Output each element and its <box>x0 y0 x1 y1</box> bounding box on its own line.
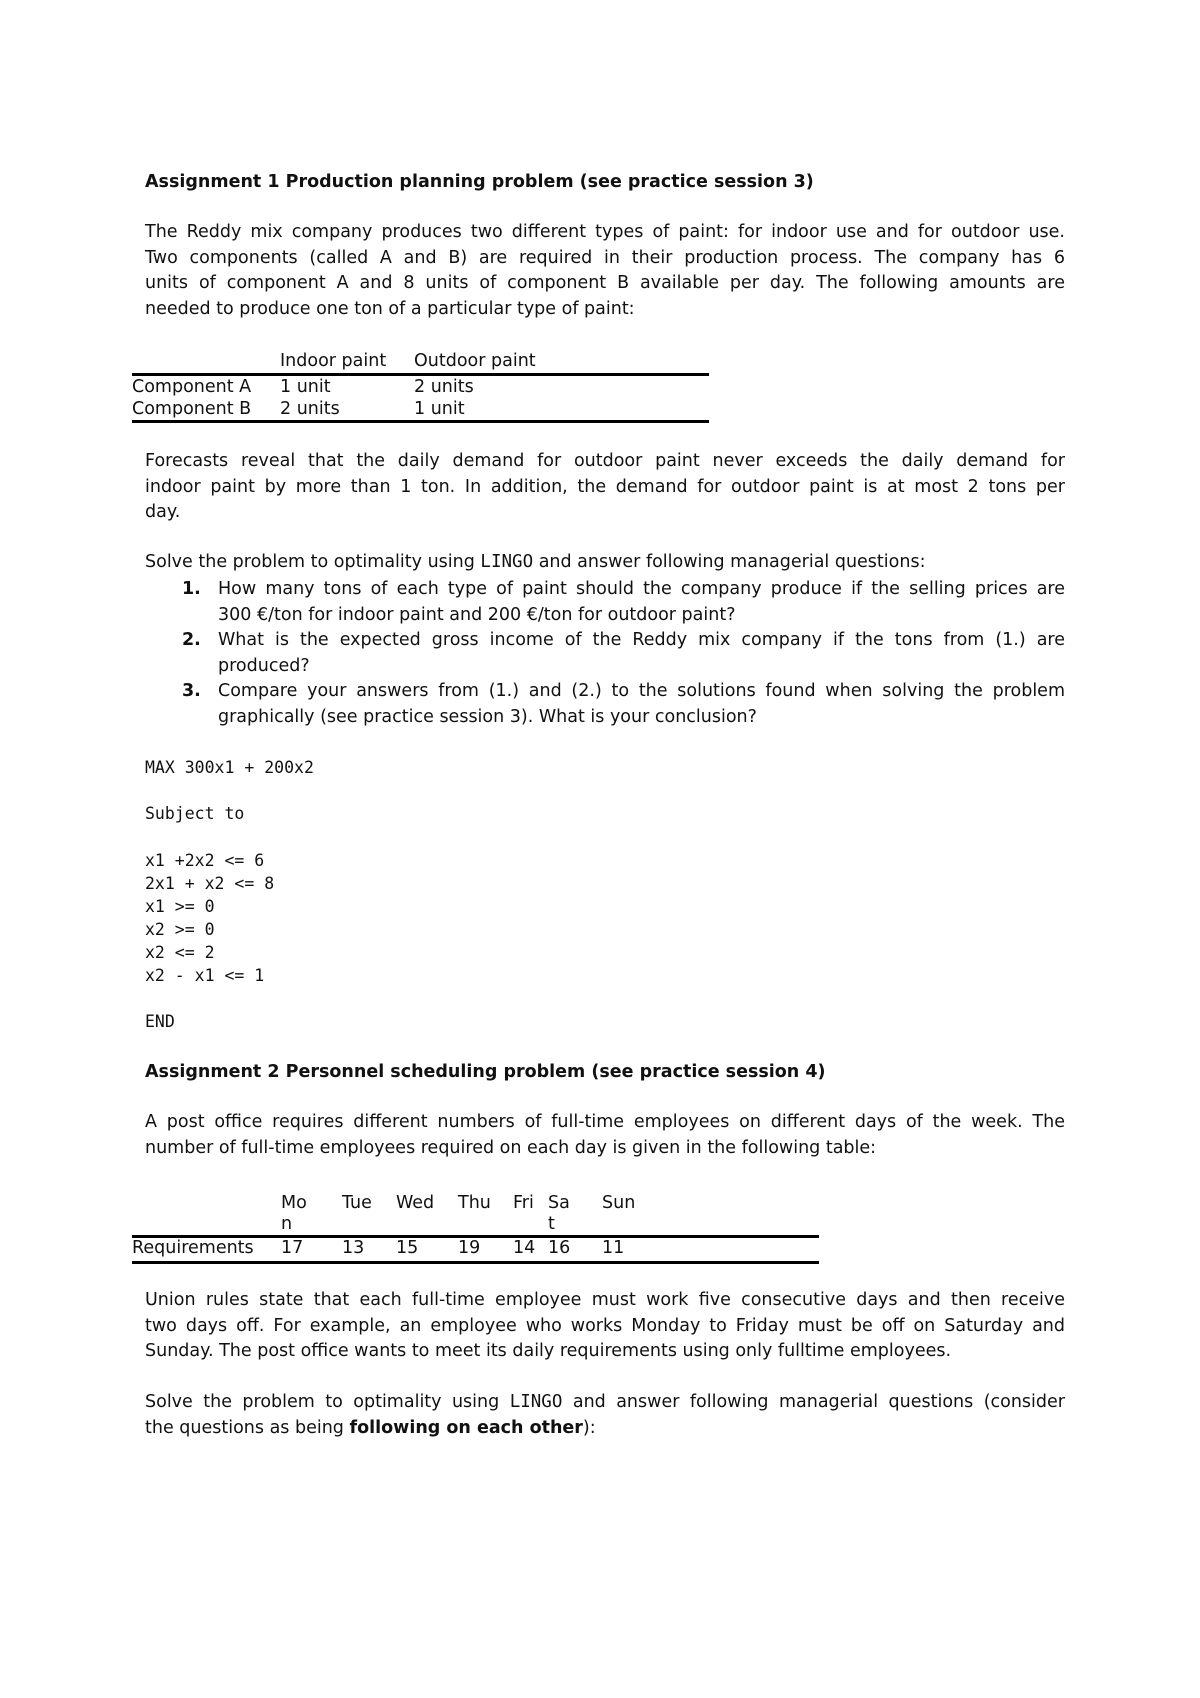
assignment2-intro-line: A post office requires different numbers of full-time employees on different days of the week. The <box>145 1112 1065 1132</box>
lingo-keyword: LINGO <box>509 1392 563 1412</box>
list-item <box>145 679 1065 730</box>
table-header-row <box>132 1193 819 1237</box>
table-header-row <box>132 350 709 375</box>
forecast-paragraph <box>145 449 1065 526</box>
component-table <box>132 350 709 423</box>
model-end: END <box>145 1012 175 1031</box>
day-header: Wed <box>396 1193 458 1237</box>
model-subject-to: Subject to <box>145 804 245 823</box>
model-constraint: x2 <= 2 <box>145 943 215 962</box>
assignment1-intro-line: units of component A and 8 units of component B available per day. The following amounts are <box>145 273 1065 293</box>
assignment2-intro <box>145 1110 1065 1161</box>
table-header-cell: Indoor paint <box>280 350 414 375</box>
table-cell: 14 <box>513 1237 548 1263</box>
model-constraint: x1 +2x2 <= 6 <box>145 851 265 870</box>
table-cell: 1 unit <box>414 398 709 422</box>
table-header-cell <box>132 350 280 375</box>
table-cell: 19 <box>458 1237 513 1263</box>
model-objective: MAX 300x1 + 200x2 <box>145 758 314 777</box>
solve-line <box>145 1390 1065 1416</box>
solve-instruction-1 <box>145 550 1065 576</box>
solve-text: Solve the problem to optimality using <box>145 1392 500 1412</box>
list-item-line: graphically (see practice session 3). What is your conclusion? <box>218 706 757 727</box>
emphasis-text: following on each other <box>349 1417 583 1438</box>
list-item-line: Compare your answers from (1.) and (2.) to the solutions found when solving the problem <box>218 681 1065 701</box>
solve-text: the questions as being <box>145 1417 344 1438</box>
table-row <box>132 398 709 422</box>
solve-text: and answer following managerial questions (consider <box>572 1392 1065 1412</box>
assignment1-title: Assignment 1 Production planning problem (see practice session 3) <box>145 172 814 192</box>
assignment1-intro <box>145 220 1065 322</box>
list-item <box>145 577 1065 628</box>
solve-instruction-2 <box>145 1390 1065 1441</box>
model-constraint: x2 >= 0 <box>145 920 215 939</box>
table-cell: 13 <box>342 1237 396 1263</box>
table-cell: Component A <box>132 377 252 397</box>
list-item-line: 300 €/ton for indoor paint and 200 €/ton for outdoor paint? <box>218 604 736 625</box>
list-item-line: How many tons of each type of paint should the company produce if the selling prices are <box>218 579 1065 599</box>
model-constraint: 2x1 + x2 <= 8 <box>145 874 275 893</box>
forecast-line: indoor paint by more than 1 ton. In addition, the demand for outdoor paint is at most 2 tons per <box>145 476 1065 497</box>
union-rules-paragraph <box>145 1288 1065 1365</box>
forecast-line: Forecasts reveal that the daily demand for outdoor paint never exceeds the daily demand for <box>145 451 1065 471</box>
union-rules-line: two days off. For example, an employee who works Monday to Friday must be off on Saturday and <box>145 1315 1065 1336</box>
table-header-cell <box>132 1193 281 1237</box>
table-header-cell: Outdoor paint <box>414 350 709 375</box>
list-item-line: produced? <box>218 655 310 676</box>
assignment1-intro-line: needed to produce one ton of a particular type of paint: <box>145 298 635 319</box>
model-constraint: x1 >= 0 <box>145 897 215 916</box>
solve-text: Solve the problem to optimality using <box>145 552 475 572</box>
day-header: Tue <box>342 1193 396 1237</box>
day-header: Fri <box>513 1193 548 1237</box>
day-header: Sat <box>548 1193 570 1234</box>
union-rules-line: Union rules state that each full-time employee must work five consecutive days and then receive <box>145 1290 1065 1310</box>
assignment2-intro-line: number of full-time employees required on each day is given in the following table: <box>145 1137 877 1158</box>
forecast-line: day. <box>145 502 181 522</box>
requirements-table <box>132 1193 819 1264</box>
assignment1-intro-line: Two components (called A and B) are required in their production process. The company has 6 <box>145 247 1065 268</box>
list-item <box>145 628 1065 679</box>
solve-text: and answer following managerial questions: <box>538 552 926 572</box>
assignment1-intro-line: The Reddy mix company produces two different types of paint: for indoor use and for outdoor use. <box>145 222 1065 242</box>
list-item-line: What is the expected gross income of the Reddy mix company if the tons from (1.) are <box>218 630 1065 650</box>
table-cell: 16 <box>548 1237 602 1263</box>
table-cell: Requirements <box>132 1237 281 1263</box>
table-cell: 2 units <box>280 398 414 422</box>
managerial-questions-list <box>145 577 1065 730</box>
table-cell: 1 unit <box>280 377 331 397</box>
table-cell: 15 <box>396 1237 458 1263</box>
table-cell: Component B <box>132 398 280 422</box>
union-rules-line: Sunday. The post office wants to meet its daily requirements using only fulltime employees. <box>145 1341 952 1361</box>
table-row <box>132 1237 819 1263</box>
day-header: Thu <box>458 1193 513 1237</box>
day-header: Mon <box>281 1193 307 1234</box>
list-number: 1. <box>182 579 201 599</box>
table-cell: 17 <box>281 1237 342 1263</box>
solve-text: ): <box>582 1417 596 1438</box>
model-constraint: x2 - x1 <= 1 <box>145 966 265 985</box>
table-cell: 2 units <box>414 377 474 397</box>
list-number: 3. <box>182 681 201 701</box>
lingo-keyword: LINGO <box>480 552 534 572</box>
table-row <box>132 375 709 399</box>
day-header: Sun <box>602 1193 819 1237</box>
solve-line <box>145 1416 1065 1442</box>
list-number: 2. <box>182 630 201 650</box>
table-cell: 11 <box>602 1237 819 1263</box>
assignment2-title: Assignment 2 Personnel scheduling problem (see practice session 4) <box>145 1062 826 1082</box>
